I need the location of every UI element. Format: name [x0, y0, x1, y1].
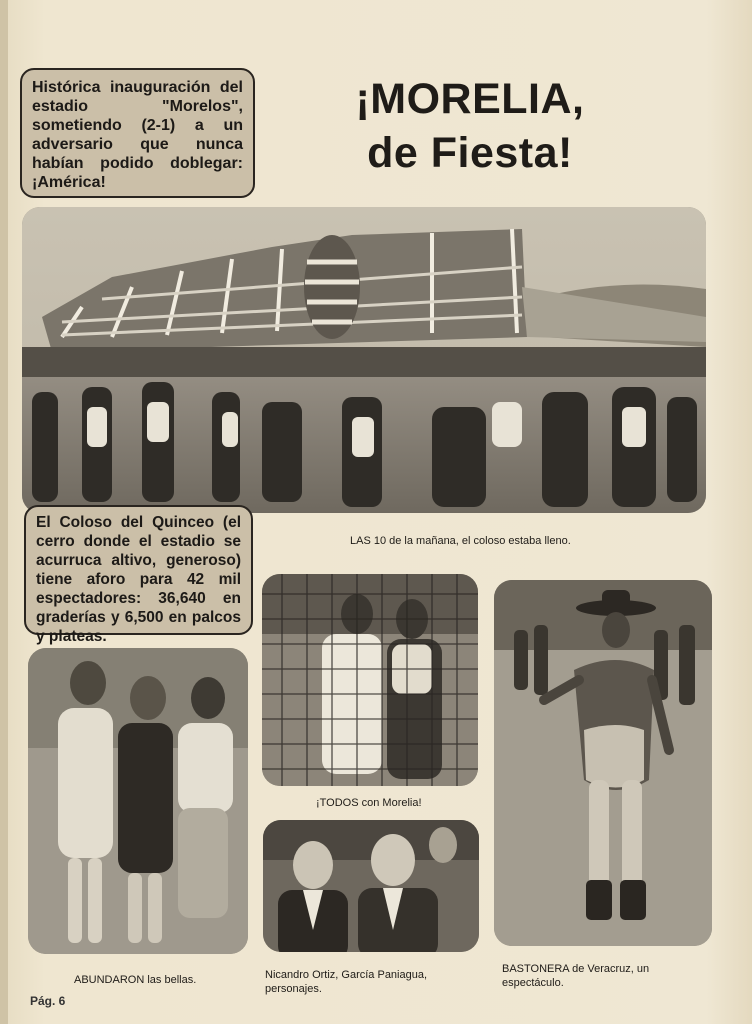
stadium-caption: LAS 10 de la mañana, el coloso estaba lleno. — [350, 535, 571, 547]
headline-line1: ¡MORELIA, — [355, 75, 585, 123]
fans-photo — [262, 574, 478, 786]
headline-line2: de Fiesta! — [367, 129, 573, 177]
page-number: Pág. 6 — [30, 994, 66, 1008]
page-binding-edge — [0, 0, 8, 1024]
officials-caption: Nicandro Ortiz, García Paniagua, personajes. — [265, 969, 428, 995]
bastonera-caption: BASTONERA de Veracruz, un espectáculo. — [502, 963, 650, 989]
stadium-photo — [22, 207, 706, 513]
headline — [300, 72, 640, 180]
intro-text: Histórica inauguración del estadio "Morelos", sometiendo (2-1) a un adversario que nunca habían podido doblegar: ¡América! — [32, 79, 243, 191]
stadium-info-box — [24, 505, 253, 645]
bastonera-photo — [494, 580, 712, 946]
officials-photo — [263, 820, 479, 952]
women-caption: ABUNDARON las bellas. — [74, 974, 197, 986]
intro-text-box — [20, 68, 255, 198]
women-photo — [28, 648, 248, 954]
fans-caption: ¡TODOS con Morelia! — [316, 797, 422, 809]
stadium-info-text: El Coloso del Quinceo (el cerro donde el estadio se acurruca altivo, generoso) tiene aforo para 42 mil espectadores: 36,640 en graderías y 6,500 en palcos y plateas. — [36, 514, 241, 645]
